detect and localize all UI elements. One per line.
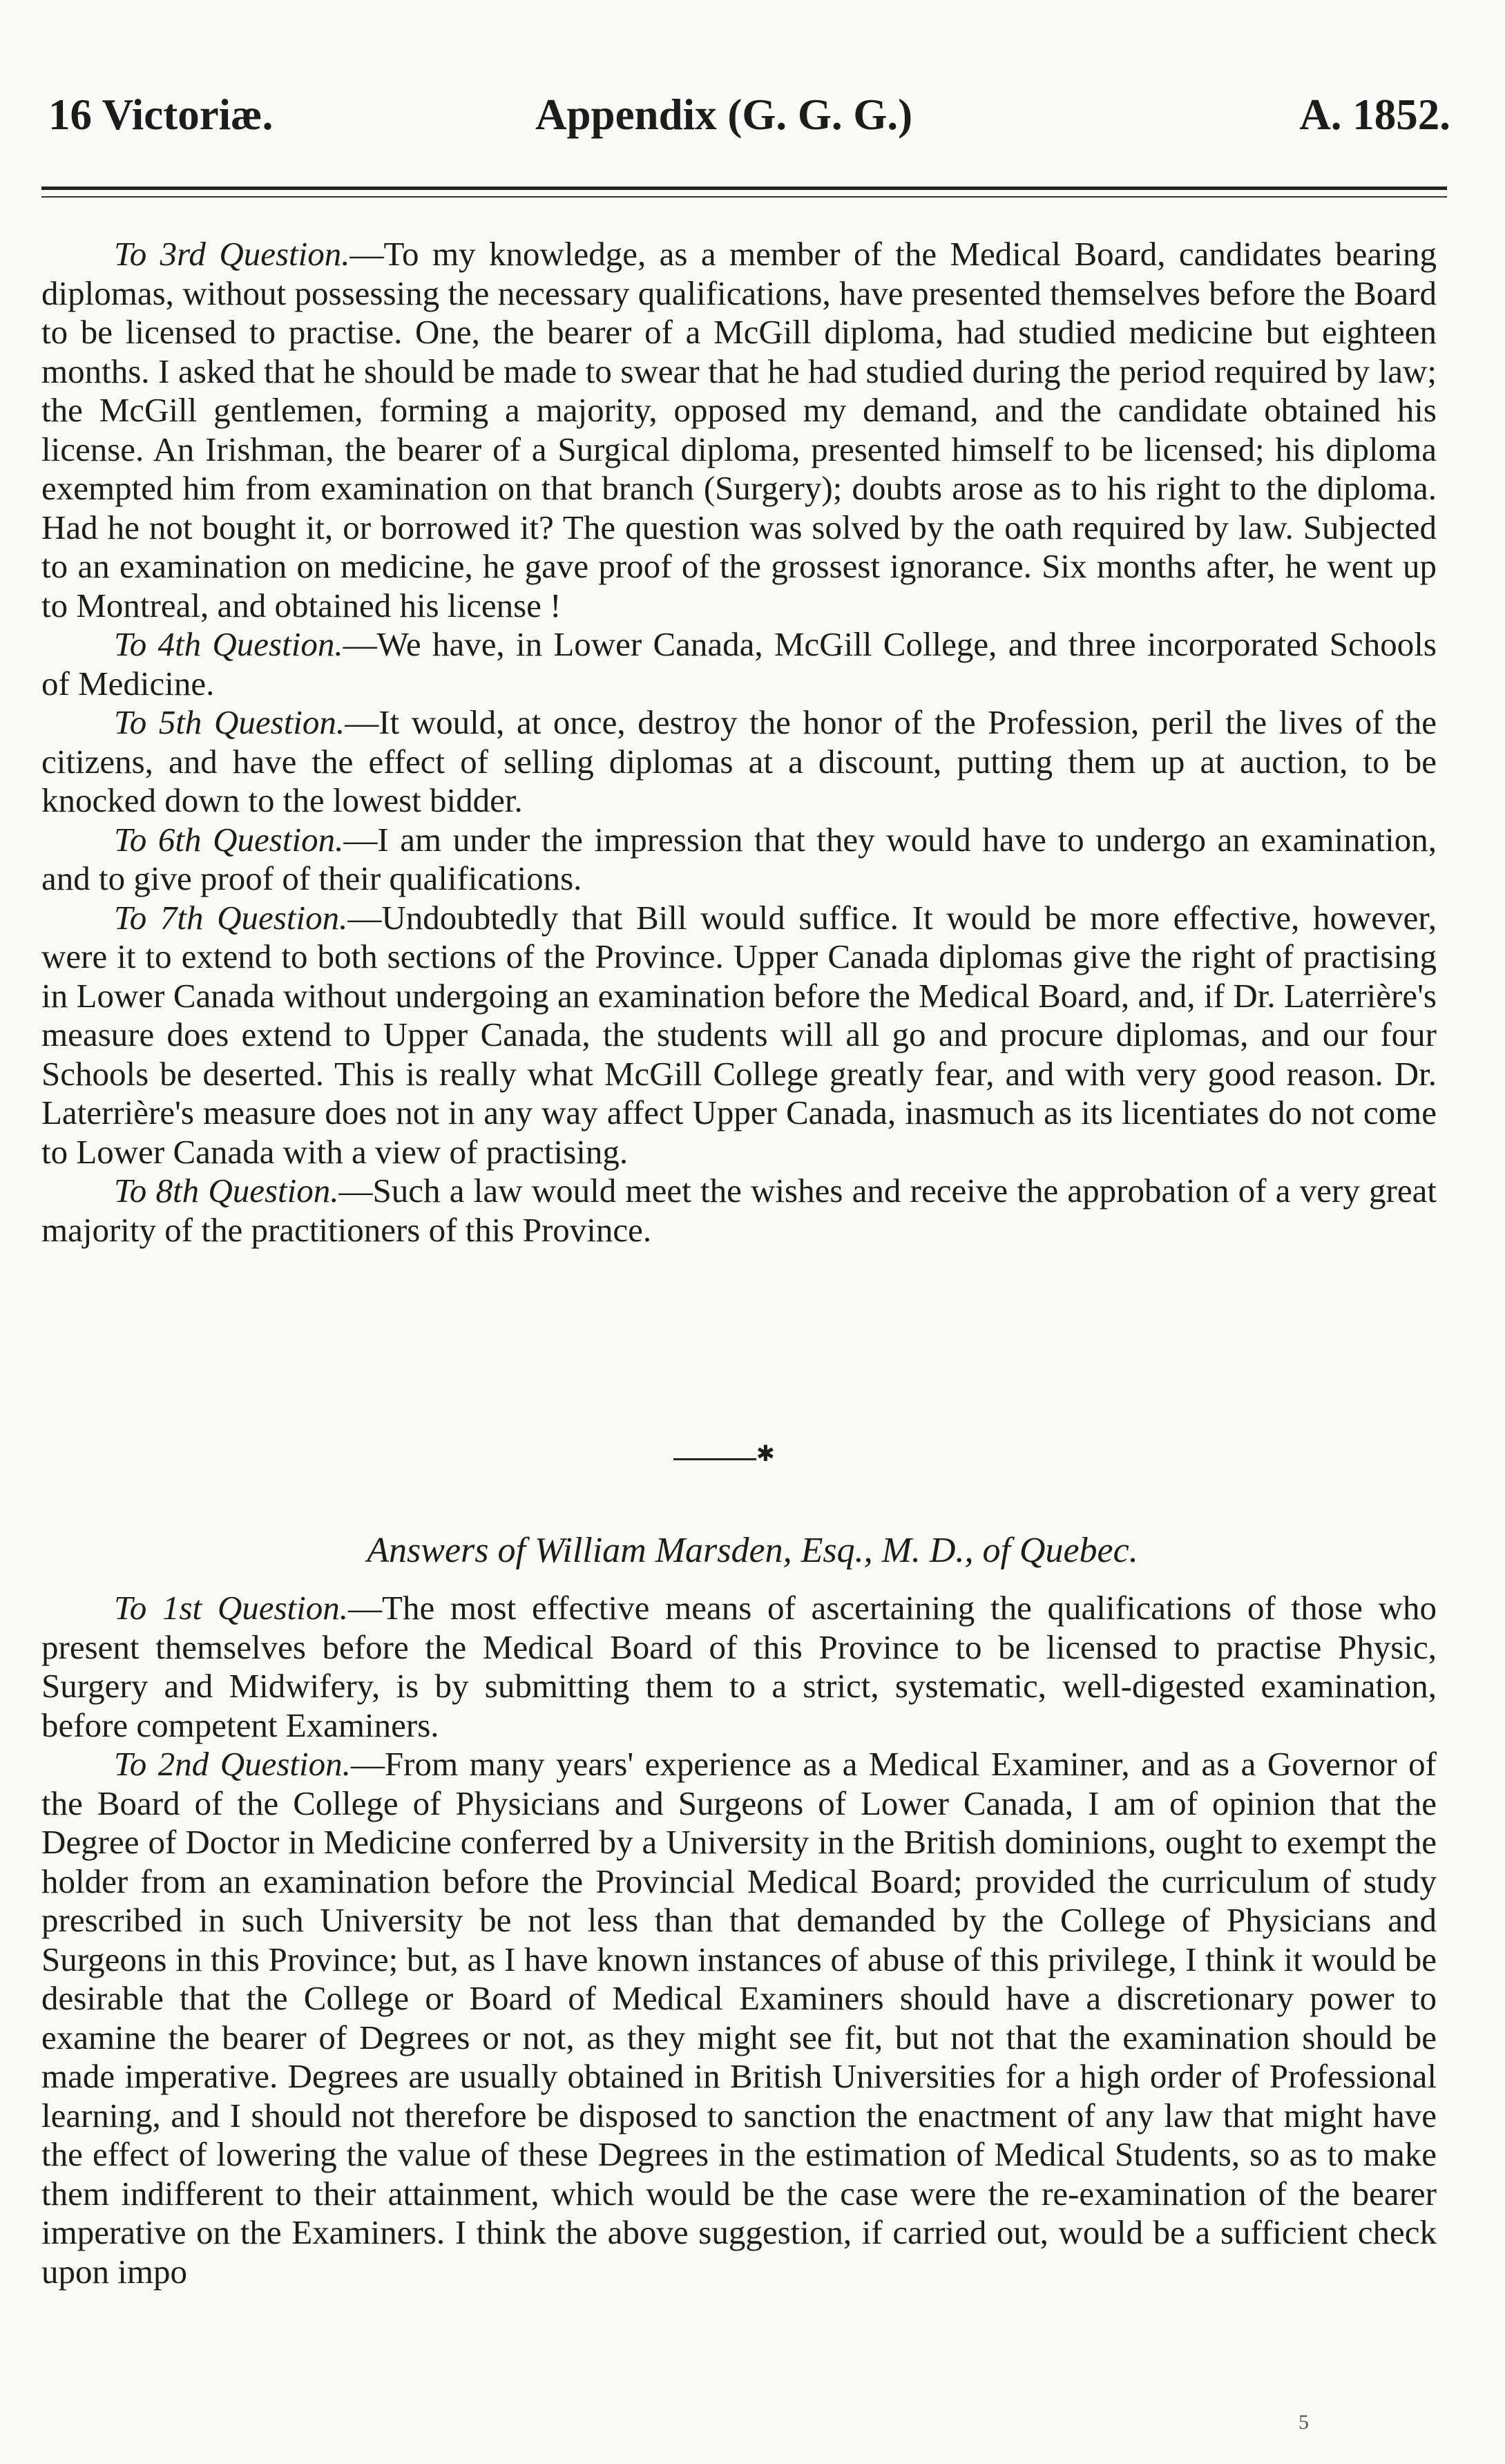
answer-text: —The most effective means of ascertaining the qualifications of those who present themselves before the Medical Board of this Province to be licensed to practise Physic, Surgery and Midwifery, is by submitting them to a strict, systematic, well-digested examination, before competent Examiners. <box>41 1589 1437 1744</box>
answers-section-1 <box>41 235 1437 1250</box>
page-marker: 5 <box>1298 2411 1309 2434</box>
answer-text: —It would, at once, destroy the honor of the Profession, peril the lives of the citizens, and have the effect of selling diplomas at a discount, putting them up at auction, to be knocked down to the lowest bidder. <box>41 703 1437 819</box>
answer-paragraph <box>41 1172 1437 1250</box>
answer-paragraph <box>41 1589 1437 1745</box>
question-lead: To 7th Question. <box>114 898 348 937</box>
header-rule-thick <box>41 187 1447 190</box>
answer-text: —Such a law would meet the wishes and receive the approbation of a very great majority of the practitioners of this Province. <box>41 1172 1437 1249</box>
question-lead: To 2nd Question. <box>114 1745 351 1783</box>
question-lead: To 4th Question. <box>114 625 343 663</box>
question-lead: To 3rd Question. <box>114 235 350 273</box>
answer-text: —To my knowledge, as a member of the Medical Board, candidates bearing diplomas, without possessing the necessary qualifications, have presented themselves before the Board to be licensed to practise. One, the bearer of a McGill diploma, had studied medicine but eighteen months. I asked that he should be made to swear that he had studied during the period required by law; the McGill gentlemen, forming a majority, opposed my demand, and the candidate obtained his license. An Irishman, the bearer of a Surgical diploma, presented himself to be licensed; his diploma exempted him from examination on that branch (Surgery); doubts arose as to his right to the diploma. Had he not bought it, or borrowed it? The question was solved by the oath required by law. Subjected to an examination on medicine, he gave proof of the grossest ignorance. Six months after, he went up to Montreal, and obtained his license ! <box>41 235 1437 624</box>
answer-paragraph <box>41 235 1437 625</box>
question-lead: To 8th Question. <box>114 1172 339 1210</box>
question-lead: To 1st Question. <box>114 1589 349 1627</box>
answer-text: —I am under the impression that they would have to undergo an examination, and to give proof of their qualifications. <box>41 820 1437 897</box>
question-lead: To 6th Question. <box>114 820 344 859</box>
answer-paragraph <box>41 1745 1437 2291</box>
answer-paragraph <box>41 899 1437 1172</box>
answer-text: —From many years' experience as a Medical Examiner, and as a Governor of the Board of the College of Physicians and Surgeons of Lower Canada, I am of opinion that the Degree of Doctor in Medicine conferred by a University in the British dominions, ought to exempt the holder from an examination before the Provincial Medical Board; provided the curriculum of study prescribed in such University be not less than that demanded by the College of Physicians and Surgeons in this Province; but, as I have known instances of abuse of this privilege, I think it would be desirable that the College or Board of Medical Examiners should have a discretionary power to examine the bearer of Degrees or not, as they might see fit, but not that the examination should be made imperative. Degrees are usually obtained in British Universities for a high order of Professional learning, and I should not therefore be disposed to sanction the enactment of any law that might have the effect of lowering the value of these Degrees in the estimation of Medical Students, so as to make them indifferent to their attainment, which would be the case were the re-examination of the bearer imperative on the Examiners. I think the above suggestion, if carried out, would be a sufficient check upon impo <box>41 1745 1437 2291</box>
header-rule-thin <box>41 196 1447 198</box>
section-divider <box>673 1458 756 1460</box>
answer-paragraph <box>41 821 1437 899</box>
header-session: 16 Victoriæ. <box>48 90 274 139</box>
header-year: A. 1852. <box>1299 90 1450 139</box>
page-header <box>48 90 1450 159</box>
divider-ornament: ✱ <box>756 1441 775 1466</box>
answer-text: —Undoubtedly that Bill would suffice. It would be more effective, however, were it to extend to both sections of the Province. Upper Canada diplomas give the right of practising in Lower Canada without undergoing an examination before the Medical Board, and, if Dr. Laterrière's measure does extend to Upper Canada, the students will all go and procure diplomas, and our four Schools be deserted. This is really what McGill College greatly fear, and with very good reason. Dr. Laterrière's measure does not in any way affect Upper Canada, inasmuch as its licentiates do not come to Lower Canada with a view of practising. <box>41 898 1437 1171</box>
answer-paragraph <box>41 625 1437 703</box>
section-subheading: Answers of William Marsden, Esq., M. D., of Quebec. <box>367 1531 1138 1570</box>
answer-text: —We have, in Lower Canada, McGill College, and three incorporated Schools of Medicine. <box>41 625 1437 703</box>
answers-section-2 <box>41 1589 1437 2291</box>
header-appendix: Appendix (G. G. G.) <box>535 90 913 139</box>
question-lead: To 5th Question. <box>114 703 345 741</box>
answer-paragraph <box>41 703 1437 821</box>
